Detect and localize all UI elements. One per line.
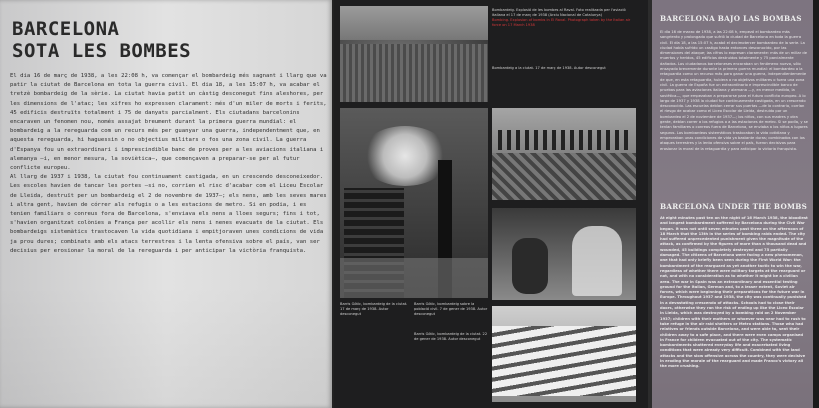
bodies bbox=[492, 326, 636, 396]
photo-sky bbox=[340, 6, 488, 40]
caption-city: Bombardeig a la ciutat. 17 de març de 1938. Autor desconegut bbox=[492, 66, 606, 70]
smoke-cloud bbox=[360, 126, 450, 186]
caption-aerial-ca: Bombardeig. Explosió de les bombes al Raval. Foto realitzada per l'aviació italiana el 17 de març de 1938 (Arxiu Nacional de Catalunya) bbox=[492, 8, 626, 17]
heading-spanish: BARCELONA BAJO LAS BOMBAS bbox=[660, 14, 802, 23]
title-line-2: SOTA LES BOMBES bbox=[12, 40, 192, 62]
panel-lower-shade bbox=[0, 285, 332, 408]
caption-aerial bbox=[492, 8, 638, 28]
victims-photo bbox=[492, 208, 636, 300]
text-english: At eight minutes past ten on the night of 16 March 1938, the bloodiest and longest bombardment suffered by Barcelona during the Civil War began. It was not until seven minutes past three on the afternoon of 18 March that the 13th in the series of bombing raids ended. The city had suffered unprecedented punishment given the magnitude of the attack, as confirmed by the figures of more than a thousand dead and wounded, 45 buildings completely destroyed and 75 partially damaged. The citizens of Barcelona were facing a new phenomenon, one that had only briefly been seen during the First World War: the bombardment of the rearguard as yet another tactic to win the war, regardless of whether there were military targets at the rearguard or not, and with no consideration as to whether it might be a civilian area. The war in Spain was an extraordinary and essential testing ground for the Italian, German and, to a lesser extent, Soviet air forces, which were beginning their preparations for the future war in Europe. Throughout 1937 and 1938, the city was continually punished in a devastating crescendo of attacks. Schools had to close their doors, otherwise they ran the risk of ending up like the Liceo Escolar in Lleida, which was destroyed by a bombing raid on 2 November 1937; children with their mothers or whoever was near had to rush to take refuge in the air raid shelters or Metro stations. Those who had relatives or friends outside Barcelona, and were able to, sent their children away to a safe place, and there were even camps organised in France for children evacuated out of the city. The systematic bombardments shattered everyday life and exacerbated living conditions that were already very difficult. Combined with the land attacks and the slow offensive across the country, they were decisive in eroding the morale of the rearguard and made Franco's victory all the more crushing. bbox=[660, 216, 808, 369]
panel-title bbox=[12, 18, 191, 62]
catalan-paragraph-1: El dia 16 de març de 1938, a les 22:08 h, va començar el bombardeig més sagnant i llarg que va patir la ciutat de Barcelona en tota la guerra civil. El dia 18, a les 15:07 h, va acabar el tretzè bombardeig de la sèrie. La ciutat havia patit un càstig desconegut fins aleshores, per les dimensions de l'atac; les xifres ho expressen clarament: més d'un miler de morts i ferits, 45 edificis destruïts totalment i 75 de danyats parcialment. Els ciutadans barcelonins encaraven un fenomen nou, només assajat breument durant la primera guerra mundial: el bombardeig a la rereguarda com un recurs més per guanyar una guerra, independentment que, en aquesta rereguarda, hi haguessin o no objectius militars o fos una zona civil. La guerra d'Espanya fou un extraordinari i imprescindible banc de proves per a les aviacions italiana i alemanya —i, en menor mesura, la soviètica—, que començaven a preparar-se per al futur conflicte europeu. bbox=[10, 73, 327, 172]
figure-dark bbox=[512, 238, 548, 294]
catalan-body-text bbox=[10, 72, 328, 256]
catalan-paragraph-2: Al llarg de 1937 i 1938, la ciutat fou continuament castigada, en un crescendo desconeixedor. Les escoles havien de tancar les portes —si no, corrien el risc d'acabar com el Liceu Escolar de Lleida, destruït per un bombardeig el 2 de novembre de 1937—; els nens, amb les seves mares i altra gent, havien de córrer als refugis o a les estacions de metro. Si en podia, i es tenien familiars o conreus fora de Barcelona, s'enviava els nens a lloes segurs; fins i tot, s'havien organitzat colònies a França per acollir els nens i nenes evacuats de la ciutat. Els bombardeigs sistemàtics trastocaven la vida quotidiana i empitjoraven unes condicions de vida ja prou dures; combinats amb els atacs terrestres i la lenta ofensiva sobre el país, van ser decisius per erosionar la moral de la rereguarda i per anticipar la victòria franquista. bbox=[10, 174, 327, 254]
caption-civilians: Barris Gòtic, bombardeig sobre la població civil. 7 de gener de 1938. Autor desconegut bbox=[414, 302, 488, 316]
explosion-street-photo bbox=[340, 108, 488, 298]
heading-english: BARCELONA UNDER THE BOMBS bbox=[660, 202, 808, 211]
rubble-crowd-photo bbox=[492, 108, 636, 200]
caption-explosion: Barris Gòtic, bombardeig de la ciutat. 17 de març de 1938. Autor desconegut bbox=[340, 302, 408, 316]
bodies-photo bbox=[492, 306, 636, 402]
wall-edge bbox=[813, 0, 819, 408]
crowd bbox=[498, 130, 630, 150]
caption-aerial-en: Bombing. Explosion of bombs in El Raval. Photograph taken by the Italian air force on 17 March 1938 bbox=[492, 18, 631, 27]
aerial-bombing-photo bbox=[340, 6, 488, 102]
title-line-1: BARCELONA bbox=[12, 18, 120, 40]
photo-city bbox=[340, 44, 488, 102]
text-spanish: El día 16 de marzo de 1938, a las 22:08 h, empezó el bombardeo más sangriento y prolongado que sufrió la ciudad de Barcelona en toda la guerra civil. El día 18, a las 15:07 h, acabó el decimotercer bombardeo de la serie. La ciudad había sufrido un castigo hasta entonces desconocido, por las dimensiones del ataque; las cifras lo expresan claramente: más de un millar de muertos y heridos, 45 edificios destruidos totalmente y 75 parcialmente dañados. Los ciudadanos barceloneses encaraban un fenómeno nuevo, sólo ensayado brevemente durante la primera guerra mundial: el bombardeo a la retaguardia como un recurso más para ganar una guerra, independientemente de que, en esta retaguardia, hubiera o no objetivos militares o fuera una zona civil. La guerra de España fue un extraordinario e imprescindible banco de pruebas para las aviaciones italiana y alemana —y, en menor medida, la soviética—, que empezaban a prepararse para el futuro conflicto europeo. A lo largo de 1937 y 1938 la ciudad fue continuamente castigada, en un crescendo desconocido. Las escuelas debían cerrar sus puertas —de lo contrario, corrían el riesgo de acabar como el Liceo Escolar de Lleida, destruido por un bombardeo el 2 de noviembre de 1937—; los niños, con sus madres y otra gente, debían correr a los refugios o a las estaciones de metro. Si se podía, y se tenían familiares o conreos fuera de Barcelona, se enviaba a los niños a lugares seguros. Los bombardeos sistemáticos trastocaban la vida cotidiana y empeoraban unas condiciones de vida ya bastante duras; combinados con los ataques terrestres y la lenta ofensiva sobre el país, fueron decisivos para erosionar la moral de la retaguardia y para anticipar la victoria franquista. bbox=[660, 30, 808, 151]
figure-light bbox=[572, 226, 622, 296]
rubble bbox=[492, 153, 636, 200]
street bbox=[340, 258, 488, 298]
caption-victims: Barris Gòtic, bombardeig de la ciutat. 22 de gener de 1938. Autor desconegut bbox=[414, 332, 488, 341]
